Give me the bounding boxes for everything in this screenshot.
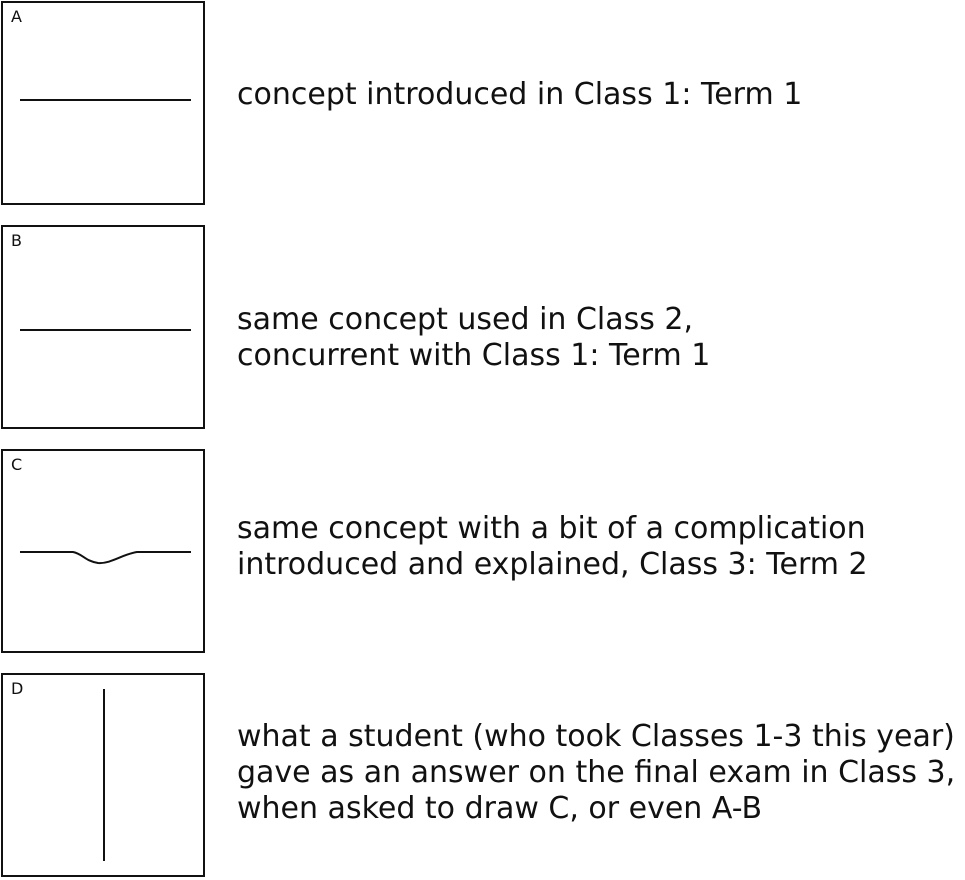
panel-d-label: D [11,679,24,698]
row-d-line-3: when asked to draw C, or even A-B [237,791,763,826]
panel-c-label: C [11,455,23,474]
panel-c-line-with-dip [20,552,191,563]
panel-b-label: B [11,231,22,250]
panel-c [1,449,205,653]
panel-a-drawing [3,3,203,203]
row-d-description [237,719,965,827]
row-c-description [237,511,965,583]
row-a-line-1: concept introduced in Class 1: Term 1 [237,77,803,112]
row-c-line-1: same concept with a bit of a complication [237,511,866,546]
panel-c-drawing [3,451,203,651]
row-b-description [237,302,965,374]
row-b-line-1: same concept used in Class 2, [237,302,694,337]
row-d-line-1: what a student (who took Classes 1-3 this year) [237,719,955,754]
panel-d-drawing [3,675,203,875]
row-a-description [237,77,965,113]
panel-a-label: A [11,7,22,26]
panel-a [1,1,205,205]
row-b-line-2: concurrent with Class 1: Term 1 [237,338,711,373]
panel-d [1,673,205,877]
row-c-line-2: introduced and explained, Class 3: Term 2 [237,547,868,582]
row-d-line-2: gave as an answer on the final exam in Class 3, [237,755,956,790]
panel-b-drawing [3,227,203,427]
panel-b [1,225,205,429]
